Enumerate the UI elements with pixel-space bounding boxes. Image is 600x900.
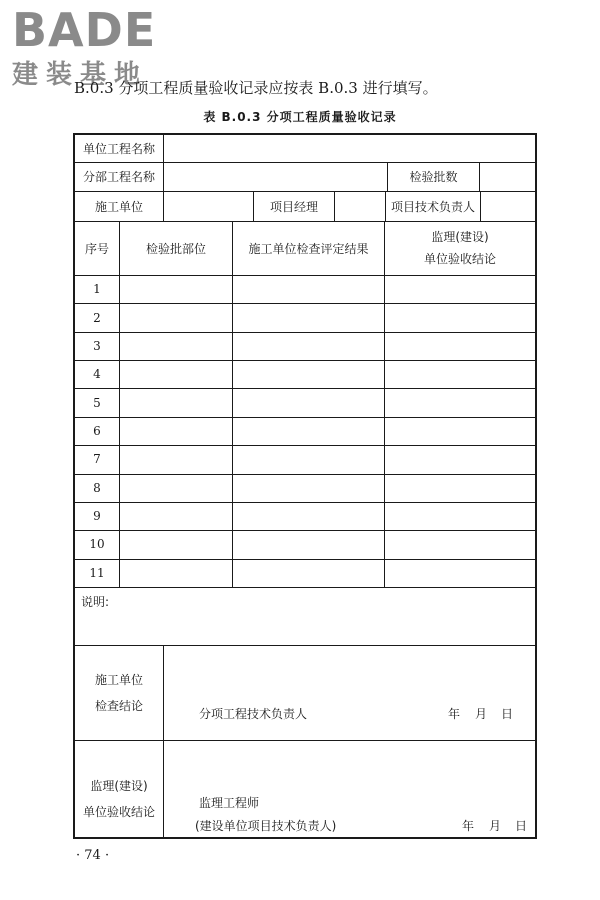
table-row	[75, 445, 535, 473]
intro-text: B.0.3 分项工程质量验收记录应按表 B.0.3 进行填写。	[74, 79, 438, 97]
supervision-conclusion-cell[interactable]	[385, 417, 535, 445]
notes-label: 说明:	[81, 595, 110, 609]
unit-project-name-field[interactable]	[164, 135, 535, 162]
column-header-construction-result: 施工单位检查评定结果	[248, 241, 369, 256]
inspection-batch-count-field[interactable]	[480, 162, 535, 191]
supervision-signer-label-line1: 监理工程师	[199, 796, 260, 810]
table-row	[75, 388, 535, 416]
row-divider	[75, 388, 535, 389]
construction-year-label: 年	[448, 707, 461, 721]
column-header-batch-location: 检验批部位	[145, 241, 206, 256]
table-title: 表 B.0.3 分项工程质量验收记录	[203, 110, 397, 124]
project-tech-lead-label: 项目技术负责人	[390, 199, 475, 214]
batch-location-cell[interactable]	[120, 474, 232, 502]
row-divider	[75, 417, 535, 418]
supervision-conclusion-cell[interactable]	[385, 303, 535, 331]
project-manager-label: 项目经理	[269, 199, 318, 214]
supervision-conclusion-cell[interactable]	[385, 388, 535, 416]
batch-location-cell[interactable]	[120, 502, 232, 530]
batch-location-cell[interactable]	[120, 445, 232, 473]
row-divider	[75, 360, 535, 361]
table-row	[75, 303, 535, 331]
logo-text: BADE	[12, 3, 157, 57]
supervision-conclusion-cell[interactable]	[385, 474, 535, 502]
construction-result-cell[interactable]	[233, 417, 384, 445]
sub-project-name-label: 分部工程名称	[82, 170, 155, 184]
column-header-supervision-conclusion	[385, 221, 535, 275]
acceptance-record-table	[73, 133, 537, 839]
construction-result-cell[interactable]	[233, 559, 384, 587]
row-number: 10	[89, 537, 105, 552]
construction-day-label: 日	[501, 707, 514, 721]
row-divider	[75, 474, 535, 475]
row-number: 3	[93, 338, 101, 353]
row-number: 2	[93, 310, 101, 325]
batch-location-cell[interactable]	[120, 417, 232, 445]
inspection-batch-count-label: 检验批数	[409, 170, 458, 184]
construction-result-cell[interactable]	[233, 360, 384, 388]
batch-location-cell[interactable]	[120, 332, 232, 360]
table-row	[75, 332, 535, 360]
supervision-conclusion-label	[75, 740, 163, 837]
sub-project-name-field[interactable]	[164, 162, 387, 191]
row-divider	[75, 502, 535, 503]
construction-conclusion-label-line2: 检查结论	[94, 698, 143, 713]
supervision-day-label: 日	[515, 819, 528, 833]
supervision-conclusion-label-line2: 单位验收结论	[82, 804, 155, 819]
row-number: 4	[93, 367, 101, 382]
row-number: 7	[93, 452, 101, 467]
supervision-conclusion-label-line1: 监理(建设)	[90, 778, 148, 793]
construction-result-cell[interactable]	[233, 530, 384, 558]
table-row	[75, 530, 535, 558]
table-row	[75, 275, 535, 303]
construction-month-label: 月	[475, 707, 488, 721]
supervision-conclusion-cell[interactable]	[385, 275, 535, 303]
construction-result-cell[interactable]	[233, 332, 384, 360]
column-header-supervision-line2: 单位验收结论	[423, 252, 496, 266]
supervision-conclusion-cell[interactable]	[385, 559, 535, 587]
construction-result-cell[interactable]	[233, 388, 384, 416]
row-number: 8	[93, 480, 101, 495]
project-manager-field[interactable]	[335, 191, 385, 221]
table-row	[75, 417, 535, 445]
table-row	[75, 559, 535, 587]
row-number: 6	[93, 423, 101, 438]
batch-location-cell[interactable]	[120, 303, 232, 331]
supervision-signer-label-line2: (建设单位项目技术负责人)	[195, 819, 337, 833]
column-header-seq: 序号	[84, 241, 109, 256]
row-number: 5	[93, 395, 101, 410]
construction-conclusion-label	[75, 645, 163, 740]
supervision-conclusion-cell[interactable]	[385, 360, 535, 388]
row-divider	[75, 332, 535, 333]
construction-result-cell[interactable]	[233, 474, 384, 502]
construction-result-cell[interactable]	[233, 445, 384, 473]
unit-project-name-label: 单位工程名称	[82, 142, 155, 156]
project-tech-lead-field[interactable]	[481, 191, 535, 221]
table-row	[75, 474, 535, 502]
batch-location-cell[interactable]	[120, 275, 232, 303]
row-divider	[75, 303, 535, 304]
page-number: · 74 ·	[76, 848, 110, 863]
row-divider	[75, 559, 535, 560]
batch-location-cell[interactable]	[120, 388, 232, 416]
batch-location-cell[interactable]	[120, 559, 232, 587]
column-header-supervision-line1: 监理(建设)	[431, 230, 489, 244]
row-divider	[75, 445, 535, 446]
construction-result-cell[interactable]	[233, 275, 384, 303]
batch-location-cell[interactable]	[120, 530, 232, 558]
logo-subtitle: 建装基地	[12, 60, 149, 90]
supervision-conclusion-cell[interactable]	[385, 530, 535, 558]
row-divider	[75, 530, 535, 531]
construction-conclusion-label-line1: 施工单位	[94, 672, 143, 687]
construction-signer-label: 分项工程技术负责人	[199, 707, 308, 721]
table-row	[75, 360, 535, 388]
construction-result-cell[interactable]	[233, 502, 384, 530]
notes-field[interactable]	[135, 593, 531, 641]
construction-unit-label: 施工单位	[94, 199, 143, 214]
supervision-conclusion-cell[interactable]	[385, 445, 535, 473]
row-number: 1	[93, 282, 101, 297]
row-number: 11	[89, 565, 105, 580]
row-number: 9	[93, 509, 101, 524]
construction-unit-field[interactable]	[164, 191, 253, 221]
construction-result-cell[interactable]	[233, 303, 384, 331]
supervision-month-label: 月	[489, 819, 502, 833]
supervision-conclusion-cell[interactable]	[385, 332, 535, 360]
table-row	[75, 502, 535, 530]
batch-location-cell[interactable]	[120, 360, 232, 388]
supervision-year-label: 年	[462, 819, 475, 833]
supervision-conclusion-cell[interactable]	[385, 502, 535, 530]
